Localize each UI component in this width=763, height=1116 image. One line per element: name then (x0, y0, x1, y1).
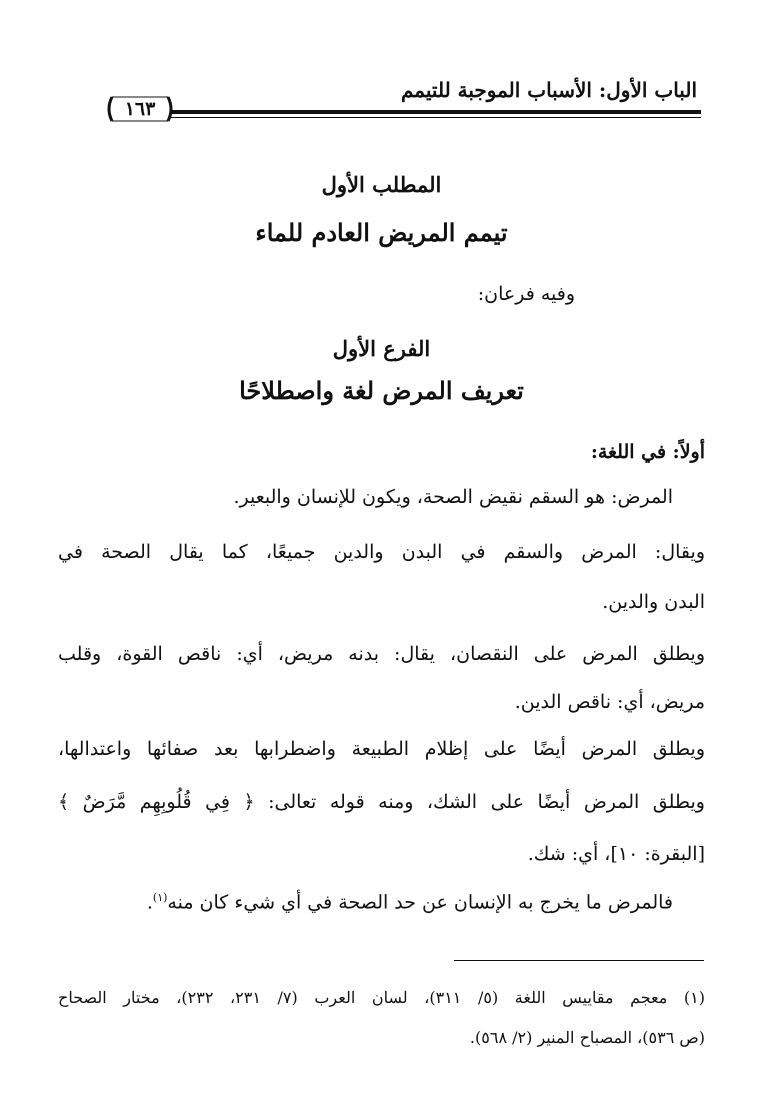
branch-title: تعريف المرض لغة واصطلاحًا (239, 376, 524, 405)
branch-heading: الفرع الأول (332, 336, 431, 361)
body-line-last (147, 891, 673, 913)
section-heading: المطلب الأول (321, 172, 442, 197)
body-line: المرض: هو السقم نقيض الصحة، ويكون للإنسان والبعير. (233, 486, 673, 508)
body-line-text: فالمرض ما يخرج به الإنسان عن حد الصحة في أي شيء كان منه (167, 891, 673, 914)
body-line: البدن والدين. (602, 591, 705, 613)
page-number-badge (104, 94, 176, 124)
section-title: تيمم المريض العادم للماء (255, 218, 508, 247)
subheading-language: أولاً: في اللغة: (590, 441, 705, 463)
body-line: ويطلق المرض على النقصان، يقال: بدنه مريض، أي: ناقص القوة، وقلب (58, 643, 705, 665)
body-line: ويطلق المرض أيضًا على إظلام الطبيعة واضطرابها بعد صفائها واعتدالها، (58, 738, 705, 760)
header-rule-thick (170, 110, 701, 114)
body-line-end: . (146, 891, 153, 914)
footnote-separator (454, 960, 704, 961)
footnote-line: (ص ٥٣٦)، المصباح المنير (٢/ ٥٦٨). (469, 1028, 705, 1047)
header-rule-thin (170, 117, 701, 118)
footnote-reference: (١) (152, 891, 168, 904)
body-line: مريض، أي: ناقص الدين. (514, 691, 705, 713)
running-header-title: الباب الأول: الأسباب الموجبة للتيمم (401, 78, 697, 102)
page-number: ١٦٣ (124, 98, 156, 120)
intro-text: وفيه فرعان: (477, 283, 575, 305)
body-line: ويقال: المرض والسقم في البدن والدين جميعًا، كما يقال الصحة في (58, 541, 705, 563)
body-line: ويطلق المرض أيضًا على الشك، ومنه قوله تعالى: ﴿ فِي قُلُوبِهِم مَّرَضٌ ﴾ (58, 791, 705, 813)
footnote-line: (١) معجم مقاييس اللغة (٥/ ٣١١)، لسان العرب (٧/ ٢٣١، ٢٣٢)، مختار الصحاح (58, 988, 706, 1007)
body-line: [البقرة: ١٠]، أي: شك. (527, 843, 705, 865)
